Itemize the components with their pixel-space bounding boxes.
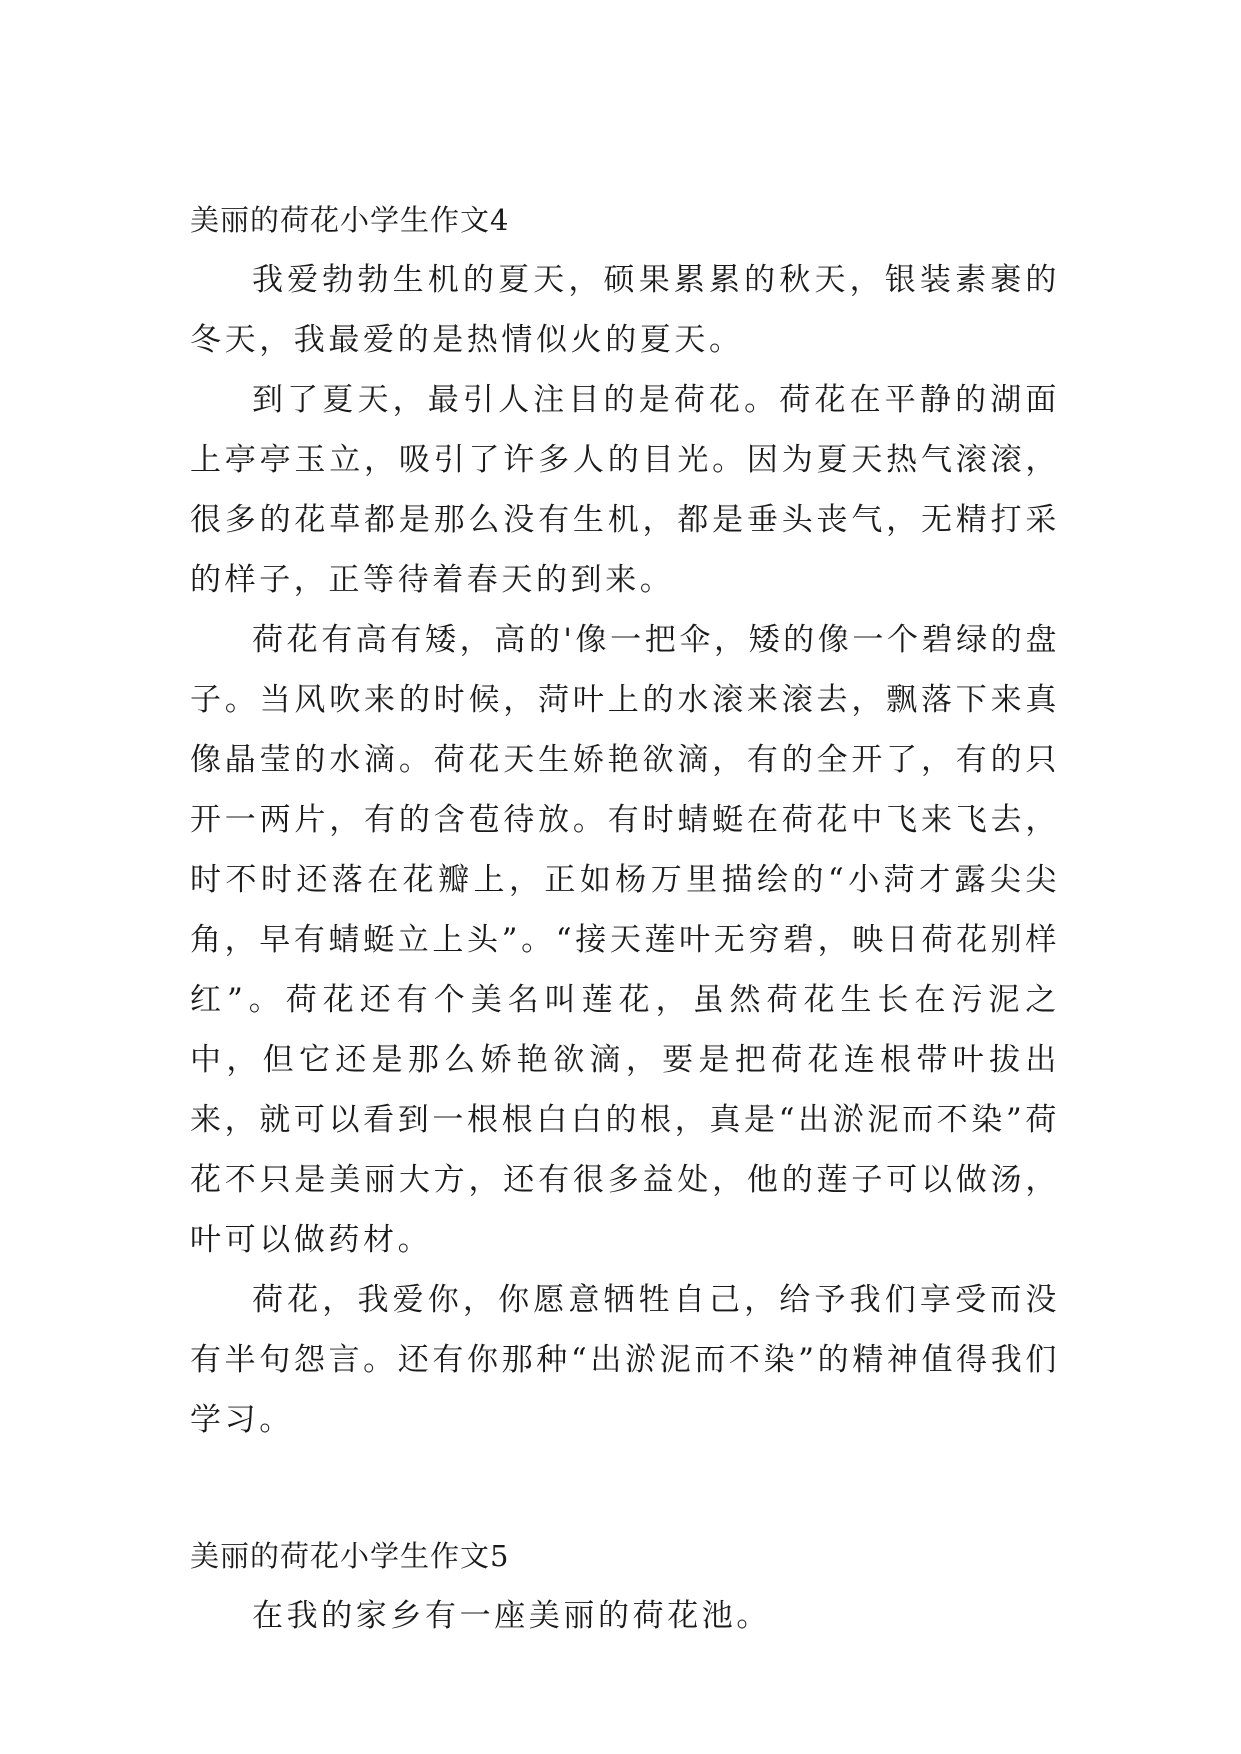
essay-4-paragraph-2: 到了夏天，最引人注目的是荷花。荷花在平静的湖面上亭亭玉立，吸引了许多人的目光。因为夏天热气滚滚，很多的花草都是那么没有生机，都是垂头丧气，无精打采的样子，正等待着春天的到来。 [190,382,1060,598]
essay-4-paragraph-4: 荷花，我爱你，你愿意牺牲自己，给予我们享受而没有半句怨言。还有你那种“出淤泥而不染”的精神值得我们学习。 [190,1282,1060,1438]
essay-5-paragraph-1: 在我的家乡有一座美丽的荷花池。 [252,1598,771,1634]
essay-4-paragraph-1: 我爱勃勃生机的夏天，硕果累累的秋天，银装素裹的冬天，我最爱的是热情似火的夏天。 [190,262,1060,358]
essay-5 [190,1534,1060,1646]
document-page [190,198,1060,1646]
essay-4-title: 美丽的荷花小学生作文4 [190,203,510,237]
essay-5-title: 美丽的荷花小学生作文5 [190,1539,510,1573]
essay-4 [190,198,1060,1450]
essay-4-paragraph-3: 荷花有高有矮，高的'像一把伞，矮的像一个碧绿的盘子。当风吹来的时候，菏叶上的水滚来滚去，飘落下来真像晶莹的水滴。荷花天生娇艳欲滴，有的全开了，有的只开一两片，有的含苞待放。有时蜻蜓在荷花中飞来飞去，时不时还落在花瓣上，正如杨万里描绘的“小菏才露尖尖角，早有蜻蜓立上头”。“接天莲叶无穷碧，映日荷花别样红”。荷花还有个美名叫莲花，虽然荷花生长在污泥之中，但它还是那么娇艳欲滴，要是把荷花连根带叶拔出来，就可以看到一根根白白的根，真是“出淤泥而不染”荷花不只是美丽大方，还有很多益处，他的莲子可以做汤，叶可以做药材。 [190,622,1060,1258]
section-divider-space [190,1450,1060,1534]
